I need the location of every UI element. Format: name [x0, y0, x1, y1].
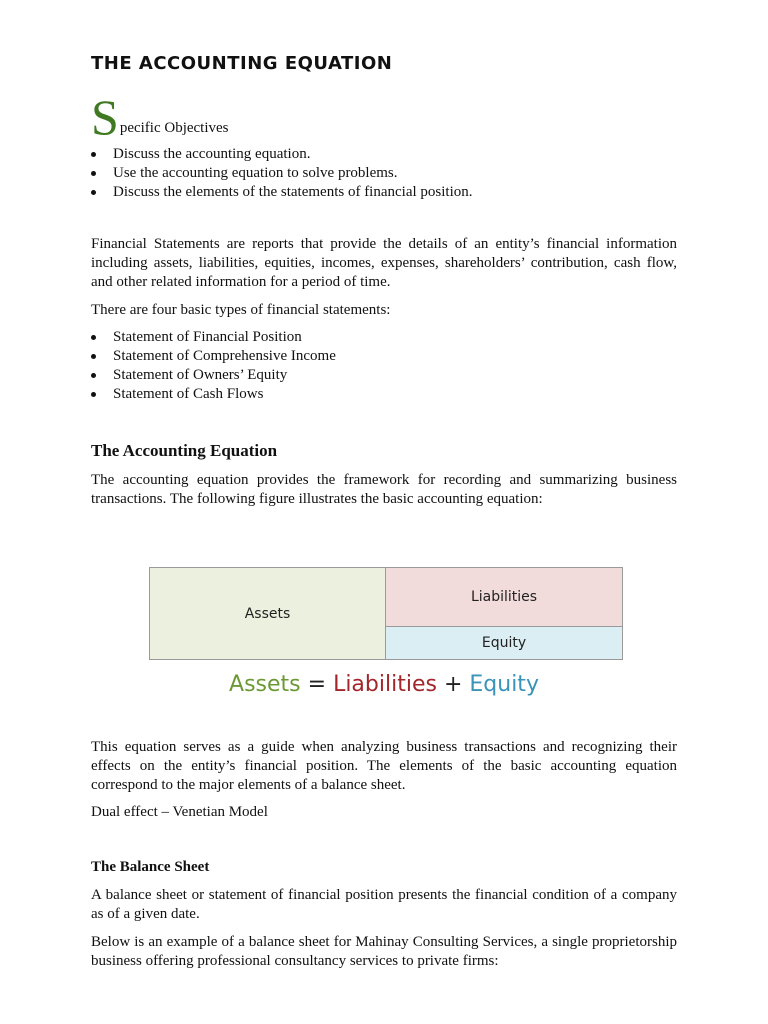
equation-equity: Equity [469, 672, 539, 697]
figure-equity-box: Equity [386, 627, 622, 659]
list-item: Statement of Cash Flows [91, 385, 677, 404]
balance-sheet-definition: A balance sheet or statement of financial position presents the financial condition of a company as of a given date. [91, 887, 677, 923]
list-item: Discuss the accounting equation. [91, 145, 677, 164]
figure-assets-box: Assets [150, 568, 386, 659]
equation-liabilities: Liabilities [333, 672, 437, 697]
objectives-heading [91, 89, 229, 145]
objectives-list [91, 145, 677, 202]
equation-assets: Assets [229, 672, 301, 697]
accounting-equation-heading: The Accounting Equation [91, 441, 278, 460]
list-item: Statement of Owners’ Equity [91, 366, 677, 385]
page-title: THE ACCOUNTING EQUATION [91, 53, 393, 74]
list-item: Statement of Financial Position [91, 328, 677, 347]
accounting-equation-intro: The accounting equation provides the framework for recording and summarizing business transactions. The following figure illustrates the basic accounting equation: [91, 472, 677, 508]
list-item: Statement of Comprehensive Income [91, 347, 677, 366]
statement-types-list [91, 328, 677, 404]
figure-liabilities-box: Liabilities [386, 568, 622, 627]
balance-sheet-heading: The Balance Sheet [91, 859, 210, 875]
equation-equals: = [307, 672, 327, 697]
accounting-equation-figure [149, 567, 623, 660]
four-types-paragraph: There are four basic types of financial statements: [91, 302, 391, 318]
equation-plus: + [443, 672, 463, 697]
dropcap-letter: S [91, 89, 119, 145]
financial-statements-paragraph: Financial Statements are reports that provide the details of an entity’s financial information including assets, liabilities, equities, incomes, expenses, shareholders’ contribution, cash flow, and other related information for a period of time. [91, 236, 677, 291]
guide-paragraph: This equation serves as a guide when analyzing business transactions and recognizing their effects on the entity’s financial position. The elements of the basic accounting equation correspond to the major elements of a balance sheet. [91, 739, 677, 794]
balance-sheet-example-intro: Below is an example of a balance sheet for Mahinay Consulting Services, a single proprietorship business offering professional consultancy services to private firms: [91, 934, 677, 970]
objectives-label: pecific Objectives [119, 120, 229, 136]
dual-effect-text: Dual effect – Venetian Model [91, 804, 268, 820]
list-item: Use the accounting equation to solve problems. [91, 164, 677, 183]
equation-line [91, 672, 677, 697]
list-item: Discuss the elements of the statements of financial position. [91, 183, 677, 202]
